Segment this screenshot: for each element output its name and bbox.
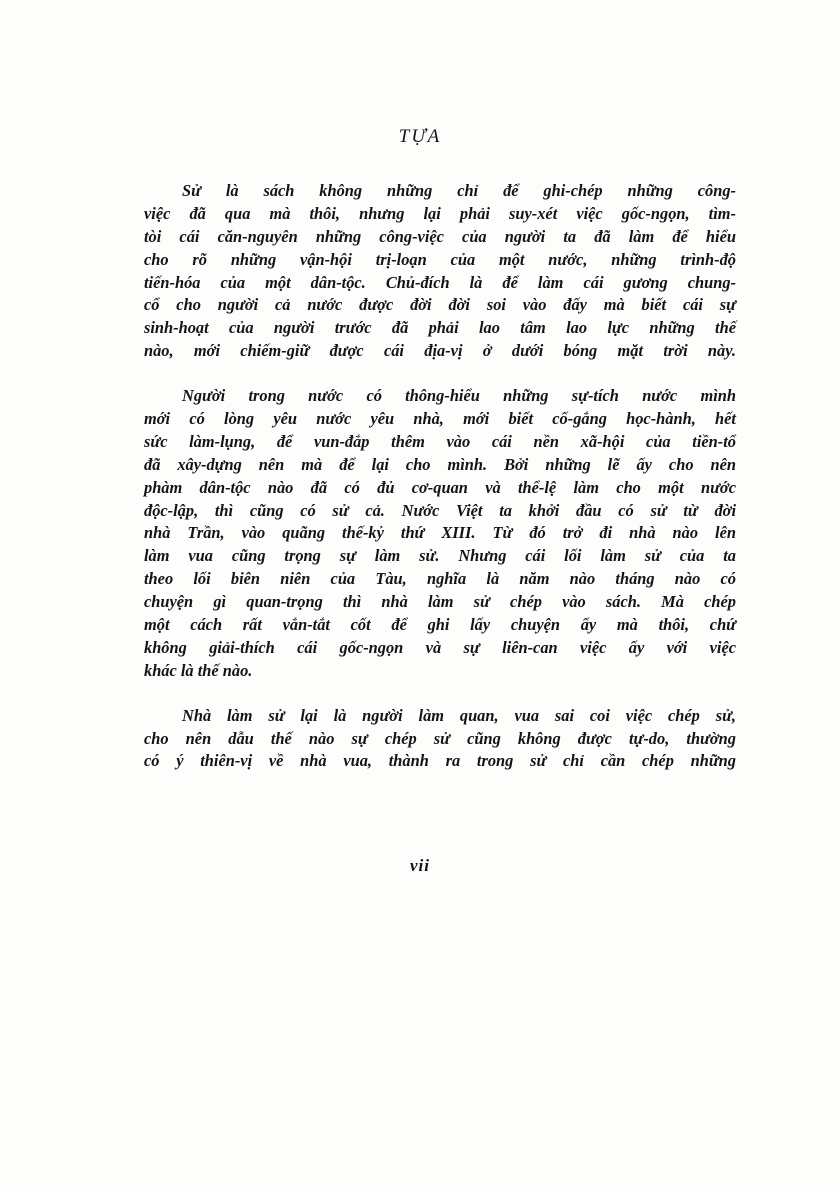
text-line: cho nên dẫu thế nào sự chép sử cũng không được tự-do, thường [144, 728, 736, 748]
text-line: đã xây-dựng nên mà để lại cho mình. Bởi những lẽ ấy cho nên [144, 454, 736, 474]
text-line: cho rõ những vận-hội trị-loạn của một nước, những trình-độ [144, 249, 736, 269]
text-line: sức làm-lụng, để vun-đắp thêm vào cái nền xã-hội của tiền-tổ [144, 431, 736, 451]
text-line: cổ cho người cả nước được đời đời soi vào đấy mà biết cái sự [144, 295, 736, 315]
page-title: TỰA [398, 126, 442, 147]
text-line: Nhà làm sử lại là người làm quan, vua sai coi việc chép sử, [182, 705, 736, 725]
page-number: vii [410, 856, 430, 875]
body-text [144, 180, 736, 795]
text-line: độc-lập, thì cũng có sử cả. Nước Việt ta khởi đầu có sử từ đời [144, 500, 736, 520]
text-line: việc đã qua mà thôi, nhưng lại phải suy-xét việc gốc-ngọn, tìm- [144, 203, 736, 223]
text-line: một cách rất vắn-tắt cốt để ghi lấy chuyện ấy mà thôi, chứ [144, 615, 736, 635]
text-line: khác là thế nào. [144, 660, 253, 680]
text-line: nhà Trần, vào quãng thế-kỷ thứ XIII. Từ đó trở đi nhà nào lên [144, 523, 736, 543]
text-line: mới có lòng yêu nước yêu nhà, mới biết cố-gắng học-hành, hết [144, 409, 736, 429]
text-line: có ý thiên-vị về nhà vua, thành ra trong sử chỉ cần chép những [144, 751, 736, 771]
text-line: tiến-hóa của một dân-tộc. Chủ-đích là để làm cái gương chung- [144, 272, 736, 292]
text-line: phàm dân-tộc nào đã có đủ cơ-quan và thể-lệ làm cho một nước [144, 477, 736, 497]
text-line: Người trong nước có thông-hiểu những sự-tích nước mình [182, 386, 736, 406]
text-line: làm vua cũng trọng sự làm sử. Nhưng cái lối làm sử của ta [144, 546, 736, 566]
text-line: chuyện gì quan-trọng thì nhà làm sử chép vào sách. Mà chép [144, 592, 736, 612]
paragraph-3 [144, 705, 736, 774]
paragraph-2 [144, 385, 736, 683]
text-line: sinh-hoạt của người trước đã phải lao tâm lao lực những thế [144, 318, 736, 338]
text-line: tòi cái căn-nguyên những công-việc của người ta đã làm để hiểu [144, 226, 736, 246]
text-line: không giải-thích cái gốc-ngọn và sự liên-can việc ấy với việc [144, 637, 736, 657]
paragraph-1 [144, 180, 736, 363]
text-line: theo lối biên niên của Tàu, nghĩa là năm nào tháng nào có [144, 569, 736, 589]
text-line: nào, mới chiếm-giữ được cái địa-vị ở dưới bóng mặt trời này. [144, 341, 736, 361]
text-line: Sử là sách không những chỉ để ghi-chép những công- [182, 181, 736, 200]
